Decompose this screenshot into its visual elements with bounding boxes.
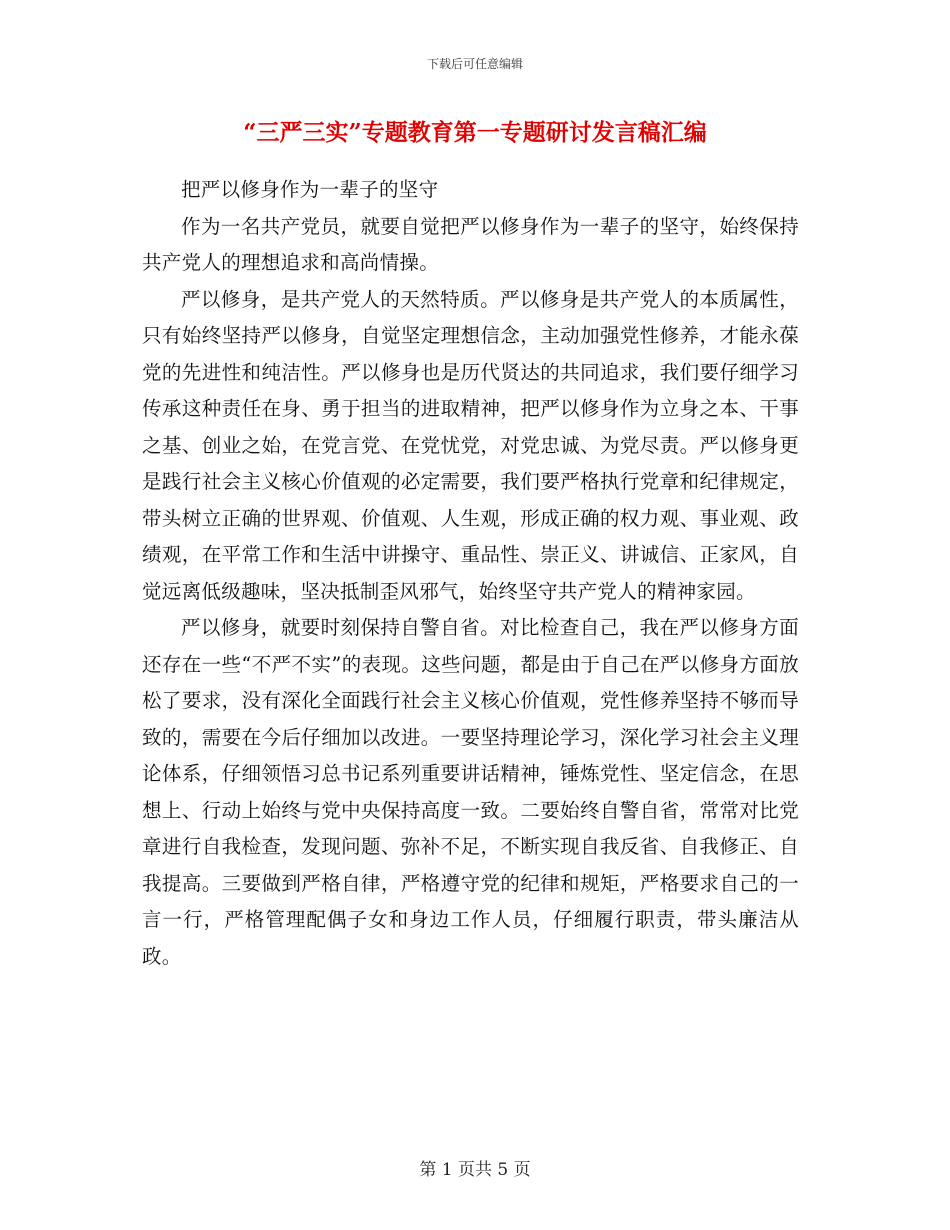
paragraph-intro: 作为一名共产党员，就要自觉把严以修身作为一辈子的坚守，始终保持共产党人的理想追求和高尚情操。 bbox=[142, 214, 799, 274]
paragraph-self-reflection: 严以修身，就要时刻保持自警自省。对比检查自己，我在严以修身方面还存在一些“不严不实”的表现。这些问题，都是由于自己在严以修身方面放松了要求，没有深化全面践行社会主义核心价值观，党性修养坚持不够而导致的，需要在今后仔细加以改进。一要坚持理论学习，深化学习社会主义理论体系，仔细领悟习总书记系列重要讲话精神，锤炼党性、坚定信念，在思想上、行动上始终与党中央保持高度一致。二要始终自警自省，常常对比党章进行自我检查，发现问题、弥补不足，不断实现自我反省、自我修正、自我提高。三要做到严格自律，严格遵守党的纪律和规矩，严格要求自己的一言一行，严格管理配偶子女和身边工作人员，仔细履行职责，带头廉洁从政。 bbox=[142, 616, 799, 968]
document-body bbox=[142, 172, 799, 975]
page-number: 第 1 页共 5 页 bbox=[419, 1160, 531, 1180]
document-title: “三严三实”专题教育第一专题研讨发言稿汇编 bbox=[243, 119, 707, 146]
header-note: 下载后可任意编辑 bbox=[426, 57, 523, 71]
paragraph-nature: 严以修身，是共产党人的天然特质。严以修身是共产党人的本质属性，只有始终坚持严以修身，自觉坚定理想信念，主动加强党性修养，才能永葆党的先进性和纯洁性。严以修身也是历代贤达的共同追求，我们要仔细学习传承这种责任在身、勇于担当的进取精神，把严以修身作为立身之本、干事之基、创业之始，在党言党、在党忧党，对党忠诚、为党尽责。严以修身更是践行社会主义核心价值观的必定需要，我们要严格执行党章和纪律规定，带头树立正确的世界观、价值观、人生观，形成正确的权力观、事业观、政绩观，在平常工作和生活中讲操守、重品性、崇正义、讲诚信、正家风，自觉远离低级趣味，坚决抵制歪风邪气，始终坚守共产党人的精神家园。 bbox=[142, 287, 799, 603]
section-heading: 把严以修身作为一辈子的坚守 bbox=[181, 178, 439, 201]
